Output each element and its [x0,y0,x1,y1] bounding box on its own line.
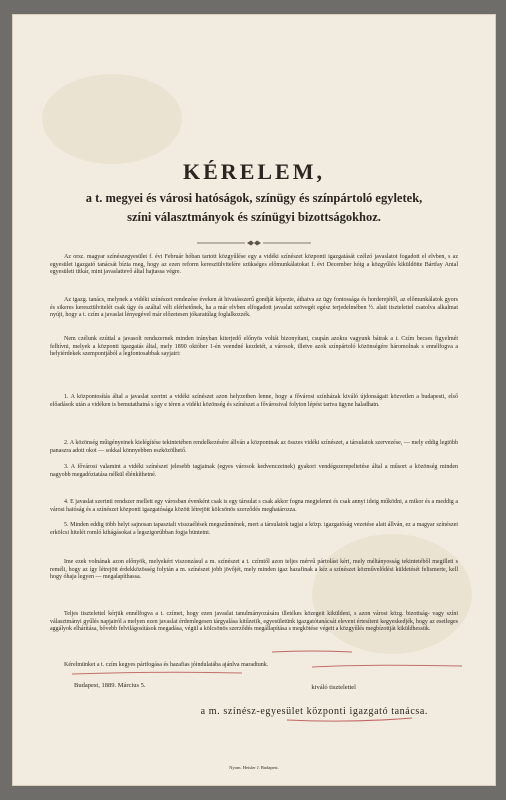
paper-stain [42,74,182,164]
paragraph-council: Az igazg. tanács, melynek a vidéki színészet rendezése éveken át hivatásszerű gondját képezte, áthatva az ügy fontossága és horderejétől, az előmunkálatok gyors és sikeres keresztülvitelét csak úgy és azáltal véli elérhetőnek, ha a már elvben elfogadott javaslat szövegét egész terjedelmében ½. alatt tisztelettel csatolva alkalmat nyújt, hogy a t. czím a javaslat lényegével már előzetesen jókaratúlag foglalkozzék. [50,297,458,319]
paragraph-intro: Az orsz. magyar színészegyesület f. évi Február hóban tartott közgyűlése egy a vidéki színészet központi igazgatását czélzó javaslatot fogadott el elvben, s az egyesület igazgató tanácsát bízta meg, hogy az ezen reform keresztülvitelére szükséges előmunkálatokat f. évi December hóig a közgyűlés kiküldötte Bártfay Antal egyesületi titkár, mint javaslattevő által hajtassa végre. [50,254,458,276]
paragraph-aim: Nem czélunk ezúttal a javasolt rendszernek minden irányban kiterjedő előnyös voltát bizonyítani, csupán azokra vagyunk bátrak a t. Czím becses figyelmét felhívni, melyek a központi igazgatás által, mely 1890 október 1-én veendné kezdetét, a városok, illetve azok színpártoló közönségére háromolnak s ennélfogva a helyiérdekek szempontjából a legfontosabbak sayjairi: [50,336,458,358]
closing-formula: kiváló tisztelettel [311,684,356,691]
paragraph-request: Teljes tisztelettel kérjük ennélfogva a t. czímet, hogy ezen javaslat tanulmányozására illetékes közegeit kiküldeni, s azon városi közg. bizottság- vagy színi választmányi gyűlés napjairól a melyen ezen javaslat érdemlegesen tárgyalása kitűzetik, egyesületünk igazgatótanácsát elevent értesíteni kegyeskedjék, hogy az esetleges aggályok elhárítása, bővebb felvilágosítások megadása, végül a kölcsönös szerződés megállapítása s megkötése végett a közgyűlés megbízottját kiküldhessük. [50,611,458,633]
paragraph-benefits: Ime ezek volnának azon előnyök, melyekért viszonzásul a m. színészet a t. czímtől azon teljes mérvű pártolást kéri, mely méltányosság tekintetéből megilleti s reméli, hogy az így létrejött érdekközösség folytán a m. színészet jobb jövőjét, mely minden igaz hazafinak a kéz a színészet közművelődési küldetését felismerte, kell hogy óhaja legyen — megalapíthassa. [50,559,458,581]
divider-ornament [197,240,311,246]
document-subtitle-line2: színi választmányok és színügyi bizottságokhoz. [127,210,381,224]
paragraph-point-4: 4. E javaslat szerinti rendszer mellett egy városban évenként csak is egy társulat s csak akkor fogna megjelenni és csak annyi ideig működni, a mikor és a meddig a városi hatóság és a színészet központi igazgatósága között létrejött kölcsönös szerződés meghatározza. [50,499,458,513]
signature-line: a m. színész-egyesület központi igazgató tanácsa. [200,706,428,717]
paragraph-point-1: 1. A központosítás által a javaslat szerint a vidéki színészet azon helyzetben lenne, hogy a fővárosi színházak kiváló újdonságait közvetlen a budapesti, első előadások után a vidéken is bemutathatná s így e téren a vidéki közönség és színészet a fővárosival folyton lépést tartva ügyne haladhatn. [50,394,458,408]
document-sheet [12,14,496,786]
printer-imprint: Nyom. Heisler J. Budapest. [229,765,279,770]
paper-stain [312,534,472,654]
document-date: Budapest, 1889. Március 5. [74,682,146,689]
paragraph-closing: Kérelmünket a t. czím kegyes pártfogása és hazafias jóindulatába ajánlva maradtunk. [64,662,269,668]
paragraph-point-5: 5. Minden eddig több helyt sajnosan tapasztalt visszaélések megszűnnének, mert a társulatok tagjai a közp. igazgatóság vezetése alatt állván, ez a magyar színészet erkölcsi hitelét romló kihágásokat a legszigorúbban fogja büntetni. [50,522,458,536]
document-subtitle-line1: a t. megyei és városi hatóságok, színügy és színpártoló egyletek, [85,191,423,205]
paragraph-point-2: 2. A közönség műigényeinek kielégítése tekintetében rendelkezésére állván a központnak az összes vidéki színészet, a társulatok szervezése, — mely eddig legtöbb panaszra adott okot — sokkal könnyebben eszközölhető. [50,440,458,454]
paragraph-point-3: 3. A fővárosi valamint a vidéki színészet jelesebb tagjainak (egyes városok kedvenczeinek) gyakori vendégszerepeltetése által a műsort a közönség minden nagyobb megadóztatása nélkül élénkíthetné. [50,464,458,478]
document-title: KÉRELEM, [183,159,325,184]
